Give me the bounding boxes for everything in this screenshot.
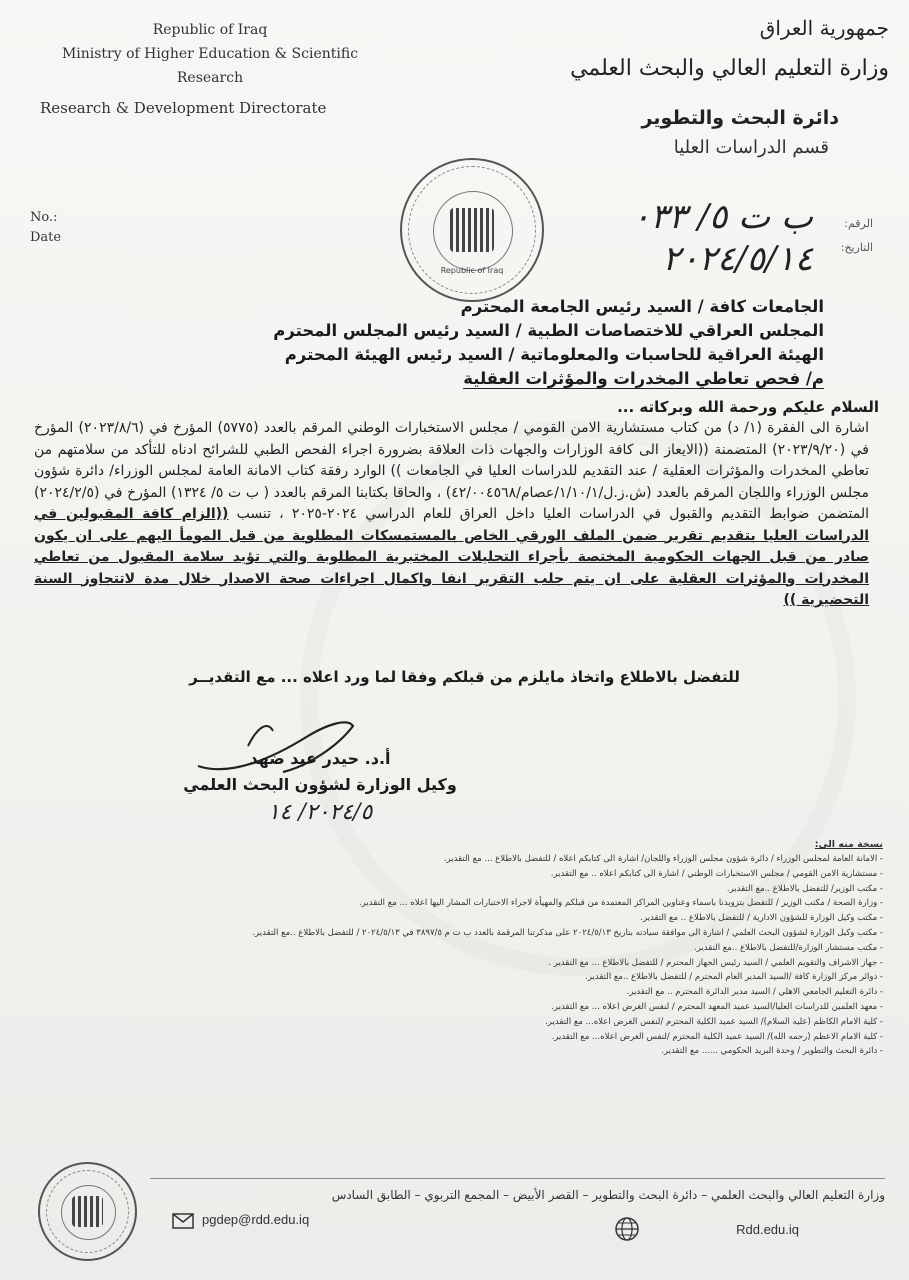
cc-item: - دائرة التعليم الجامعي الاهلي / السيد مدير الدائرة المحترم .. مع التقدير. xyxy=(626,987,883,998)
reference-date: ٢٠٢٤/٥/١٤ xyxy=(662,239,813,279)
no-label: No.: xyxy=(30,210,58,225)
cc-item: - جهاز الاشراف والتقويم العلمي / السيد رئيس الجهاز المحترم / للتفضل بالاطلاع ... مع التقدير . xyxy=(548,957,883,968)
cc-item: - وزارة الصحة / مكتب الوزير / للتفضل بتزويدنا باسماء وعناوين المراكز المعتمدة من قبلكم والمهيأة لاجراء الاختبارات المشار اليها اعلاه ... مع التقدير. xyxy=(358,898,883,909)
seal-emblem-icon xyxy=(450,208,495,253)
subject-text: م/ فحص تعاطي المخدرات والمؤثرات العقلية xyxy=(463,369,824,388)
en-directorate: Research & Development Directorate xyxy=(40,99,327,117)
closing-line: للتفضل بالاطلاع واتخاذ مايلزم من قبلكم وفقا لما ورد اعلاه ... مع التقديــر xyxy=(189,668,740,686)
signature-date: ٢٠٢٤/٥/ ١٤ xyxy=(267,800,373,825)
addressee-line: المجلس العراقي للاختصاصات الطبية / السيد رئيس المجلس المحترم xyxy=(273,321,824,340)
email-text[interactable]: pgdep@rdd.edu.iq xyxy=(202,1212,310,1227)
cc-item: - دائرة البحث والتطوير / وحدة البريد الحكومي ...... مع التقدير. xyxy=(661,1046,883,1057)
footer-website[interactable]: Rdd.edu.iq xyxy=(736,1222,799,1237)
ar-department: دائرة البحث والتطوير xyxy=(641,107,839,129)
ar-date-label: التاريخ: xyxy=(840,241,873,254)
english-letterhead xyxy=(40,18,380,120)
cc-item: - معهد العلمين للدراسات العليا/السيد عميد المعهد المحترم / لنفس الغرض اعلاه ... مع التقدير. xyxy=(551,1001,883,1012)
footer-address: وزارة التعليم العالي والبحث العلمي – دائرة البحث والتطوير – القصر الأبيض – المجمع التربوي – الطابق السادس xyxy=(331,1188,885,1202)
ar-number-label: الرقم: xyxy=(844,217,873,230)
cc-item: - دوائر مركز الوزارة كافة /السيد المدير العام المحترم / للتفضل بالاطلاع ..مع التقدير. xyxy=(585,972,883,983)
footer-divider xyxy=(150,1178,885,1179)
handwritten-reference xyxy=(632,196,813,280)
ar-republic: جمهورية العراق xyxy=(759,16,889,40)
cc-item: - مستشارية الامن القومي / مجلس الاستخبارات الوطني / اشارة الى كتابكم اعلاه .. مع التقدير. xyxy=(550,868,883,879)
seal-text: Republic of Iraq xyxy=(440,265,504,275)
signer-block xyxy=(170,746,470,828)
cc-item: - مكتب الوزير/ للتفضل بالاطلاع ..مع التقدير. xyxy=(726,883,883,894)
cc-item: - الامانة العامة لمجلس الوزراء / دائرة شؤون مجلس الوزراء واللجان/ اشارة الى كتابكم اعلاه / للتفضل بالاطلاع ... مع التقدير. xyxy=(443,854,883,864)
greeting: السلام عليكم ورحمة الله وبركاته ... xyxy=(617,398,879,416)
ar-section: قسم الدراسات العليا xyxy=(673,137,829,158)
footer-email[interactable] xyxy=(172,1212,309,1229)
letter-body xyxy=(34,418,869,612)
en-republic: Republic of Iraq xyxy=(152,22,268,38)
cc-item: - كلية الامام الكاظم (عليه السلام)/ السيد عميد الكلية المحترم /لنفس الغرض اعلاه... مع التقدير. xyxy=(545,1016,883,1027)
body-emphasis: ((الزام كافة المقبولين في الدراسات العليا بتقديم تقرير ضمن الملف الورقي الخاص بالمستمسكات المطلوبة من قبل المومأ اليهم على ان يكون صادر من قبل الجهات الحكومية المختصة بأجراء التحليلات المختبرية المطلوبة والتي تؤيد سلامة المقبول من تعاطي المخدرات والمؤثرات العقلية على ان يتم جلب التقرير انفا واكمال اجراءات صحة الاصدار خلال مدة لاتتجاوز السنة التحضيرية )) xyxy=(34,506,869,608)
cc-title: نسخة منه الى: xyxy=(814,839,883,850)
ar-ministry: وزارة التعليم العالي والبحث العلمي xyxy=(570,56,889,81)
signer-name: أ.د. حيدر عبد ضهد xyxy=(249,749,391,768)
addressees xyxy=(49,295,869,391)
body-paragraph: اشارة الى الفقرة (١/ د) من كتاب مستشارية الامن القومي / مجلس الاستخبارات الوطني المرقم بالعدد (٥٧٧٥) المؤرخ في (٢٠٢٣/٨/٦) المؤرخ في (٢٠٢٣/٩/٢٠) المتضمنة ((الايعاز الى كافة الوزارات والجهات ذات العلاقة بضرورة اجراء الفحص الطبي للشرائح ادناه للتأكد من سلامتهم من تعاطي المخدرات والمؤثرات العقلية / عند التقديم للدراسات العليا في الجامعات )) الوارد رفقة كتاب الامانة العامة لمجلس الوزراء/ دائرة شؤون مجلس الوزراء واللجان المرقم بالعدد (ش.ز.ل/١/١٠/١/عصام/٤٢/٠٠٤٥٦٨) ، والحاقا بكتابنا المرقم بالعدد ( ب ت ٥/ ١٣٢٤) المؤرخ في (٢٠٢٤/٢/٥) المتضمن ضوابط التقديم والقبول في الدراسات العليا داخل العراق للعام الدراسي ٢٠٢٤-٢٠٢٥ ، تنسب xyxy=(34,420,870,522)
en-reference-labels xyxy=(30,208,61,248)
reference-number: ب ت ٥/ ٠٣٣ xyxy=(632,197,813,237)
footer-seal-emblem-icon xyxy=(72,1196,102,1226)
envelope-icon xyxy=(172,1213,194,1229)
cc-item: - مكتب وكيل الوزارة لشؤون البحث العلمي / اشارة الى موافقة سيادته بتاريخ ٢٠٢٤/٥/١٣ على مذكرتنا المرقمة بالعدد ب ت م ٣٨٩٧/٥ في ٢٠٢٤/٥/١٣ / للتفضل بالاطلاع ..مع التقدير. xyxy=(252,927,883,938)
globe-icon xyxy=(614,1216,640,1242)
en-ministry-line2: Research xyxy=(176,70,244,86)
en-ministry: Ministry of Higher Education & Scientific xyxy=(61,46,359,62)
cc-item: - مكتب مستشار الوزارة/للتفضل بالاطلاع ..مع التقدير. xyxy=(694,942,883,953)
ministry-seal xyxy=(400,158,544,302)
ar-reference-labels xyxy=(841,212,873,260)
date-label: Date xyxy=(30,230,62,245)
addressee-line: الجامعات كافة / السيد رئيس الجامعة المحترم xyxy=(460,297,824,316)
footer-seal xyxy=(38,1162,137,1261)
addressee-line: الهيئة العراقية للحاسبات والمعلوماتية / السيد رئيس الهيئة المحترم xyxy=(284,345,824,364)
signer-title: وكيل الوزارة لشؤون البحث العلمي xyxy=(183,775,457,794)
subject-line xyxy=(49,367,869,391)
arabic-letterhead xyxy=(569,16,889,158)
cc-list xyxy=(93,838,883,1059)
cc-item: - كلية الامام الاعظم (رحمه الله)/ السيد عميد الكلية المحترم /لنفس الغرض اعلاه... مع التقدير. xyxy=(551,1031,883,1042)
cc-item: - مكتب وكيل الوزارة للشؤون الادارية / للتفضل بالاطلاع .. مع التقدير. xyxy=(640,913,883,924)
